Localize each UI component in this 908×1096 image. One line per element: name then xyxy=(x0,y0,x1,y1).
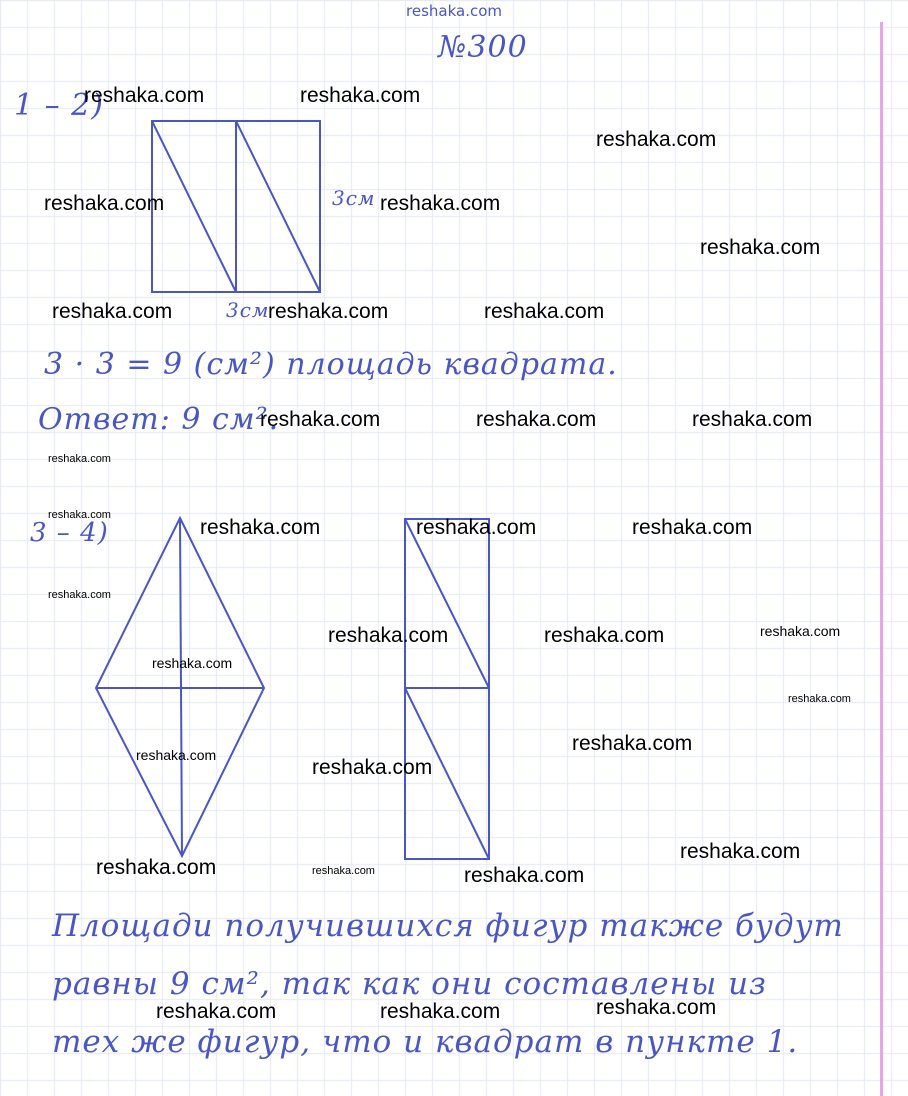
watermark: reshaka.com xyxy=(152,655,233,671)
answer-line: Ответ: 9 см². xyxy=(38,402,280,437)
watermark: reshaka.com xyxy=(572,732,693,755)
watermark: reshaka.com xyxy=(328,624,449,647)
conclusion-line-3: тех же фигур, что и квадрат в пункте 1. xyxy=(52,1024,799,1060)
watermark: reshaka.com xyxy=(156,1000,277,1023)
watermark: reshaka.com xyxy=(96,856,217,879)
watermark: reshaka.com xyxy=(200,516,321,539)
watermark: reshaka.com xyxy=(596,996,717,1019)
watermark: reshaka.com xyxy=(380,192,501,215)
side-label-right: 3см xyxy=(332,186,376,210)
conclusion-line-2: равны 9 см², так как они составлены из xyxy=(52,966,767,1002)
watermark: reshaka.com xyxy=(300,84,421,107)
area-calculation: 3 · 3 = 9 (см²) площадь квадрата. xyxy=(44,347,618,382)
watermark: reshaka.com xyxy=(44,192,165,215)
watermark: reshaka.com xyxy=(260,408,381,431)
watermark: reshaka.com xyxy=(136,747,217,763)
watermark: reshaka.com xyxy=(380,1000,501,1023)
watermark: reshaka.com xyxy=(48,453,111,465)
part2-label: 3 – 4) xyxy=(30,518,109,548)
side-label-bottom: 3см xyxy=(226,298,270,322)
watermark: reshaka.com xyxy=(760,623,841,639)
watermark: reshaka.com xyxy=(692,408,813,431)
watermark: reshaka.com xyxy=(484,300,605,323)
watermark: reshaka.com xyxy=(700,236,821,259)
rectangle-diagonal-top xyxy=(405,519,489,688)
watermark: reshaka.com xyxy=(48,589,111,601)
watermark: reshaka.com xyxy=(312,865,375,877)
watermark: reshaka.com xyxy=(632,516,753,539)
conclusion-line-1: Площади получившихся фигур также будут xyxy=(52,908,844,944)
watermark: reshaka.com xyxy=(544,624,665,647)
watermark: reshaka.com xyxy=(268,300,389,323)
watermark: reshaka.com xyxy=(48,509,111,521)
watermark: reshaka.com xyxy=(312,756,433,779)
site-header[interactable]: reshaka.com xyxy=(406,2,502,20)
watermark: reshaka.com xyxy=(476,408,597,431)
watermark: reshaka.com xyxy=(416,516,537,539)
watermark: reshaka.com xyxy=(464,864,585,887)
watermark: reshaka.com xyxy=(596,128,717,151)
part1-label: 1 – 2) xyxy=(14,88,104,123)
watermark: reshaka.com xyxy=(52,300,173,323)
watermark: reshaka.com xyxy=(788,693,851,705)
problem-number: №300 xyxy=(438,30,528,65)
watermark: reshaka.com xyxy=(680,840,801,863)
watermark: reshaka.com xyxy=(84,84,205,107)
